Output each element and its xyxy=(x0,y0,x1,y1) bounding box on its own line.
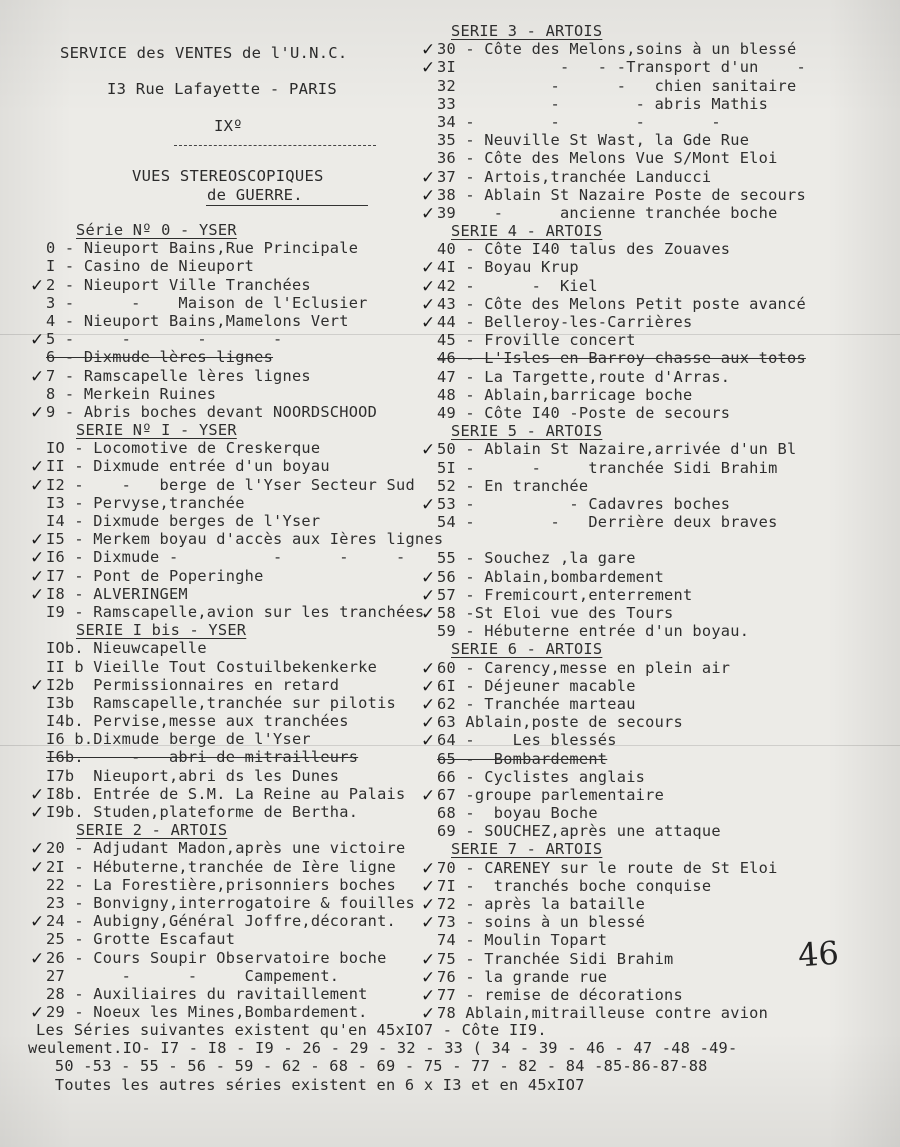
list-item-text: 5 - - - - xyxy=(46,330,283,349)
address-block xyxy=(107,80,337,98)
list-item xyxy=(46,512,443,530)
list-item: ✓78 Ablain,mitrailleuse contre avion xyxy=(421,1004,769,1025)
list-item xyxy=(46,658,443,676)
list-item: ✓58 -St Eloi vue des Tours xyxy=(421,604,674,624)
list-item-text: 36 - Côte des Melons Vue S/Mont Eloi xyxy=(437,149,778,168)
list-item: ✓30 - Côte des Melons,soins à un blessé xyxy=(421,40,797,61)
list-item-text: 28 - Auxiliaires du ravitaillement xyxy=(46,984,368,1003)
list-item-text: I8 - ALVERINGEM xyxy=(46,584,188,603)
list-item-text: I9b. Studen,plateforme de Bertha. xyxy=(46,803,359,821)
list-item-text: 77 - remise de décorations xyxy=(437,985,683,1004)
list-item-text: I6 - Dixmude - - - - xyxy=(46,548,406,567)
list-item: ✓42 - - Kiel xyxy=(421,276,598,297)
list-item xyxy=(437,459,806,477)
list-item-text: 74 - Moulin Topart xyxy=(437,931,608,950)
list-item: ✓64 - Les blessés xyxy=(421,731,617,752)
list-item: ✓I7 - Pont de Poperinghe xyxy=(30,566,264,587)
list-item xyxy=(46,894,443,912)
list-item: ✓72 - après la bataille xyxy=(421,895,646,915)
list-item xyxy=(46,257,443,275)
list-item-text: 70 - CARENEY sur le route de St Eloi xyxy=(437,858,778,877)
header-line-2: I3 Rue Lafayette - PARIS xyxy=(107,80,337,98)
list-item: ✓75 - Tranchée Sidi Brahim xyxy=(421,949,674,970)
list-item-text: 66 - Cyclistes anglais xyxy=(437,767,646,786)
list-item xyxy=(46,930,443,948)
right-column-list xyxy=(421,22,806,1025)
list-item: ✓I2 - - berge de l'Yser Secteur Sud xyxy=(30,475,415,496)
list-item-text: 9 - Abris boches devant NOORDSCHOOD xyxy=(46,402,378,421)
list-item-text: 63 Ablain,poste de secours xyxy=(437,713,683,732)
series-heading xyxy=(46,221,443,239)
title-underline xyxy=(206,205,368,206)
list-item: ✓50 - Ablain St Nazaire,arrivée d'un Bl xyxy=(421,440,797,461)
list-item-text: 6 - Dixmude lères lignes xyxy=(46,348,274,367)
list-item-text: 8 - Merkein Ruines xyxy=(46,384,217,403)
list-item-text: 69 - SOUCHEZ,après une attaque xyxy=(437,822,721,841)
title-block-2 xyxy=(207,186,303,204)
list-item-text: 60 - Carency,messe en plein air xyxy=(437,658,731,677)
list-item-text: 40 - Côte I40 talus des Zouaves xyxy=(437,240,731,259)
list-item-text: 47 - La Targette,route d'Arras. xyxy=(437,367,731,386)
list-item-text: IOb. Nieuwcapelle xyxy=(46,639,207,658)
list-item xyxy=(46,239,443,257)
list-item-text: 75 - Tranchée Sidi Brahim xyxy=(437,949,674,968)
list-item: ✓7 - Ramscapelle lères lignes xyxy=(30,366,311,387)
series-heading-text: SERIE 4 - ARTOIS xyxy=(451,222,603,241)
list-item-text: I5 - Merkem boyau d'accès aux Ières lignes xyxy=(46,530,444,549)
list-item-text: 62 - Tranchée marteau xyxy=(437,694,636,713)
list-item: ✓60 - Carency,messe en plein air xyxy=(421,658,731,679)
list-item xyxy=(437,95,806,113)
list-item: ✓5 - - - - xyxy=(30,330,283,351)
list-item-text: I4b. Pervise,messe aux tranchées xyxy=(46,712,349,731)
list-item xyxy=(437,750,806,768)
list-item: ✓70 - CARENEY sur le route de St Eloi xyxy=(421,858,778,879)
list-item xyxy=(46,348,443,366)
list-item-text: 0 - Nieuport Bains,Rue Principale xyxy=(46,239,359,258)
list-item: ✓24 - Aubigny,Général Joffre,décorant. xyxy=(30,912,397,933)
list-item-text: 7 - Ramscapelle lères lignes xyxy=(46,366,311,385)
series-heading-text: SERIE 7 - ARTOIS xyxy=(451,840,603,859)
list-item-text: 46 - L'Isles en Barroy chasse aux totos xyxy=(437,349,806,368)
list-item: ✓53 - - Cadavres boches xyxy=(421,494,731,515)
list-item: ✓6I - Déjeuner macable xyxy=(421,676,636,697)
list-item xyxy=(46,312,443,330)
list-item-text: 45 - Froville concert xyxy=(437,331,636,350)
list-item: ✓77 - remise de décorations xyxy=(421,985,683,1006)
list-item-text: I6b. - abri de mitrailleurs xyxy=(46,748,359,767)
list-item: ✓3I - - -Transport d'un - xyxy=(421,58,806,79)
list-item-text: I2 - - berge de l'Yser Secteur Sud xyxy=(46,475,415,494)
list-item xyxy=(46,876,443,894)
list-item: ✓29 - Noeux les Mines,Bombardement. xyxy=(30,1003,368,1024)
footer-line: Toutes les autres séries existent en 6 x I3 et en 45xIO7 xyxy=(36,1075,585,1094)
list-item-text: 5I - - tranchée Sidi Brahim xyxy=(437,458,778,477)
list-item: ✓62 - Tranchée marteau xyxy=(421,694,636,715)
list-item xyxy=(46,730,443,748)
list-item: ✓63 Ablain,poste de secours xyxy=(421,713,683,734)
list-item-text: 64 - Les blessés xyxy=(437,731,617,750)
series-heading-text: Série Nº 0 - YSER xyxy=(76,221,237,239)
list-item: ✓7I - tranchés boche conquise xyxy=(421,876,712,897)
series-heading xyxy=(437,22,806,40)
list-item: ✓2I - Hébuterne,tranchée de Ière ligne xyxy=(30,857,397,878)
list-item xyxy=(437,931,806,949)
list-item: ✓4I - Boyau Krup xyxy=(421,258,579,279)
list-item: ✓44 - Belleroy-les-Carrières xyxy=(421,313,693,333)
list-item xyxy=(437,386,806,404)
list-item-text: I7 - Pont de Poperinghe xyxy=(46,566,264,585)
title-block xyxy=(132,167,324,185)
list-item xyxy=(46,694,443,712)
list-item: ✓2 - Nieuport Ville Tranchées xyxy=(30,275,311,296)
list-item-text: 7I - tranchés boche conquise xyxy=(437,876,712,895)
list-item xyxy=(437,822,806,840)
list-item-text: 73 - soins à un blessé xyxy=(437,913,646,932)
list-item-text: 52 - En tranchée xyxy=(437,476,589,495)
list-item-text: 48 - Ablain,barricage boche xyxy=(437,385,693,404)
list-item xyxy=(46,603,443,621)
list-item-text: 58 -St Eloi vue des Tours xyxy=(437,604,674,622)
list-item xyxy=(437,349,806,367)
list-item-text: I4 - Dixmude berges de l'Yser xyxy=(46,512,321,530)
list-item xyxy=(437,513,806,531)
list-item-text: 55 - Souchez ,la gare xyxy=(437,549,636,568)
list-item: ✓73 - soins à un blessé xyxy=(421,913,646,934)
list-item xyxy=(437,477,806,495)
list-item xyxy=(46,712,443,730)
list-item xyxy=(437,131,806,149)
list-item-text: IO - Locomotive de Creskerque xyxy=(46,439,321,458)
series-heading xyxy=(46,421,443,439)
list-item: ✓20 - Adjudant Madon,après une victoire xyxy=(30,839,406,860)
list-item-text: I9 - Ramscapelle,avion sur les tranchées xyxy=(46,602,425,621)
list-item-text: 42 - - Kiel xyxy=(437,276,598,295)
list-item-text: 54 - - Derrière deux braves xyxy=(437,513,778,532)
list-item: ✓76 - la grande rue xyxy=(421,967,608,988)
series-heading-text: SERIE Nº I - YSER xyxy=(76,421,237,440)
list-item xyxy=(437,404,806,422)
list-item-text: 23 - Bonvigny,interrogatoire & fouilles xyxy=(46,893,415,912)
list-item xyxy=(437,77,806,95)
series-heading xyxy=(437,640,806,658)
document-header xyxy=(60,44,347,62)
list-item-text: 72 - après la bataille xyxy=(437,895,646,913)
list-item-text: 30 - Côte des Melons,soins à un blessé xyxy=(437,40,797,59)
footer-line: 50 -53 - 55 - 56 - 59 - 62 - 68 - 69 - 75 - 77 - 82 - 84 -85-86-87-88 xyxy=(36,1057,708,1076)
list-item: ✓I2b Permissionnaires en retard xyxy=(30,675,340,696)
list-item xyxy=(46,294,443,312)
list-item-text: I - Casino de Nieuport xyxy=(46,257,255,276)
list-item-text: 25 - Grotte Escafaut xyxy=(46,930,236,949)
title-line-2: de GUERRE. xyxy=(207,186,303,204)
list-item-text: 67 -groupe parlementaire xyxy=(437,785,665,804)
list-item-text: 2I - Hébuterne,tranchée de Ière ligne xyxy=(46,857,397,876)
series-heading-text: SERIE 3 - ARTOIS xyxy=(451,22,603,40)
list-item-text: II b Vieille Tout Costuilbekenkerke xyxy=(46,657,378,676)
list-item-text: 4 - Nieuport Bains,Mamelons Vert xyxy=(46,311,349,330)
list-item xyxy=(46,767,443,785)
list-item xyxy=(437,331,806,349)
list-item-text: I3 - Pervyse,tranchée xyxy=(46,493,245,512)
list-item-text: 27 - - Campement. xyxy=(46,966,340,985)
list-item-text: 4I - Boyau Krup xyxy=(437,258,579,277)
list-item-text: I7b Nieuport,abri ds les Dunes xyxy=(46,766,340,785)
list-item: ✓I5 - Merkem boyau d'accès aux Ières lignes xyxy=(30,530,444,551)
list-item: ✓43 - Côte des Melons Petit poste avancé xyxy=(421,294,806,315)
title-line-1: VUES STEREOSCOPIQUES xyxy=(132,167,324,185)
list-item-text: 78 Ablain,mitrailleuse contre avion xyxy=(437,1004,769,1023)
list-item-text: 49 - Côte I40 -Poste de secours xyxy=(437,403,731,422)
list-item xyxy=(437,804,806,822)
list-item xyxy=(437,622,806,640)
list-item-text: 6I - Déjeuner macable xyxy=(437,676,636,695)
list-item-text: 65 - Bombardement xyxy=(437,749,608,768)
list-item-text: 34 - - - - xyxy=(437,112,721,131)
list-item: ✓56 - Ablain,bombardement xyxy=(421,567,665,588)
list-item: ✓37 - Artois,tranchée Landucci xyxy=(421,167,712,188)
list-item: ✓I9b. Studen,plateforme de Bertha. xyxy=(30,803,359,823)
list-item-text: 43 - Côte des Melons Petit poste avancé xyxy=(437,294,806,313)
list-item-text: I2b Permissionnaires en retard xyxy=(46,675,340,694)
list-item-text: 33 - - abris Mathis xyxy=(437,94,769,113)
list-item: ✓57 - Fremicourt,enterrement xyxy=(421,585,693,606)
list-item-text: 2 - Nieuport Ville Tranchées xyxy=(46,275,311,294)
series-heading xyxy=(437,222,806,240)
list-item-text: 68 - boyau Boche xyxy=(437,804,598,823)
list-item xyxy=(46,439,443,457)
list-item xyxy=(46,494,443,512)
list-item-text: 57 - Fremicourt,enterrement xyxy=(437,585,693,604)
list-item-text: 20 - Adjudant Madon,après une victoire xyxy=(46,839,406,858)
list-item: ✓I8 - ALVERINGEM xyxy=(30,584,188,605)
series-heading-text: SERIE 6 - ARTOIS xyxy=(451,640,603,659)
list-item xyxy=(437,768,806,786)
list-item xyxy=(437,240,806,258)
left-column-list xyxy=(30,221,444,1024)
list-item-text: I3b Ramscapelle,tranchée sur pilotis xyxy=(46,693,397,712)
list-item-text: 32 - - chien sanitaire xyxy=(437,76,797,95)
list-item-text: 3 - - Maison de l'Eclusier xyxy=(46,293,368,312)
list-item-text: 3I - - -Transport d'un - xyxy=(437,58,806,77)
list-item: ✓38 - Ablain St Nazaire Poste de secours xyxy=(421,185,806,206)
list-item-text: 59 - Hébuterne entrée d'un boyau. xyxy=(437,622,750,641)
list-item-text: 26 - Cours Soupir Observatoire boche xyxy=(46,948,387,967)
list-item-text: 76 - la grande rue xyxy=(437,967,608,986)
list-item: ✓26 - Cours Soupir Observatoire boche xyxy=(30,948,387,969)
handwritten-number: 46 xyxy=(796,933,840,975)
footer-line: Les Séries suivantes existent qu'en 45xIO7 - Côte II9. xyxy=(36,1021,547,1039)
list-item-text: 35 - Neuville St Wast, la Gde Rue xyxy=(437,131,750,150)
list-item-text: 38 - Ablain St Nazaire Poste de secours xyxy=(437,185,806,204)
list-item-text: I6 b.Dixmude berge de l'Yser xyxy=(46,730,311,749)
header-dashed-rule xyxy=(174,145,376,146)
list-item: ✓II - Dixmude entrée d'un boyau xyxy=(30,457,330,478)
list-item xyxy=(46,385,443,403)
list-item-text: 50 - Ablain St Nazaire,arrivée d'un Bl xyxy=(437,440,797,459)
document-number xyxy=(214,117,243,135)
list-item: ✓I8b. Entrée de S.M. La Reine au Palais xyxy=(30,784,406,805)
series-heading xyxy=(437,422,806,440)
list-item-text: II - Dixmude entrée d'un boyau xyxy=(46,457,330,476)
list-item xyxy=(46,748,443,766)
list-item-text: 37 - Artois,tranchée Landucci xyxy=(437,167,712,186)
list-item xyxy=(437,549,806,567)
series-heading-text: SERIE I bis - YSER xyxy=(76,621,247,640)
list-item-text: 29 - Noeux les Mines,Bombardement. xyxy=(46,1003,368,1022)
list-item xyxy=(437,149,806,167)
list-item xyxy=(437,368,806,386)
list-item xyxy=(46,967,443,985)
series-heading xyxy=(46,621,443,639)
list-item: ✓39 - ancienne tranchée boche xyxy=(421,203,778,224)
list-item-text: 53 - - Cadavres boches xyxy=(437,494,731,513)
footer-notes xyxy=(28,1021,738,1094)
series-heading xyxy=(46,821,443,839)
footer-line: weulement.IO- I7 - I8 - I9 - 26 - 29 - 32 - 33 ( 34 - 39 - 46 - 47 -48 -49- xyxy=(28,1039,738,1058)
list-item-text: 24 - Aubigny,Général Joffre,décorant. xyxy=(46,912,397,931)
list-item xyxy=(46,985,443,1003)
header-line-1: SERVICE des VENTES de l'U.N.C. xyxy=(60,44,348,62)
list-item-text: 44 - Belleroy-les-Carrières xyxy=(437,313,693,331)
series-heading xyxy=(437,840,806,858)
list-item xyxy=(437,113,806,131)
list-item-text: I8b. Entrée de S.M. La Reine au Palais xyxy=(46,784,406,803)
list-item-text: 56 - Ablain,bombardement xyxy=(437,567,665,586)
list-item: ✓67 -groupe parlementaire xyxy=(421,785,665,806)
list-item-text: 22 - La Forestière,prisonniers boches xyxy=(46,875,397,894)
list-item: ✓I6 - Dixmude - - - - xyxy=(30,548,406,569)
list-item xyxy=(437,531,806,549)
list-item xyxy=(46,639,443,657)
list-item-text: 39 - ancienne tranchée boche xyxy=(437,203,778,222)
series-heading-text: SERIE 5 - ARTOIS xyxy=(451,422,603,441)
list-item: ✓9 - Abris boches devant NOORDSCHOOD xyxy=(30,402,378,423)
header-line-3: IXº xyxy=(214,117,243,135)
series-heading-text: SERIE 2 - ARTOIS xyxy=(76,821,228,840)
